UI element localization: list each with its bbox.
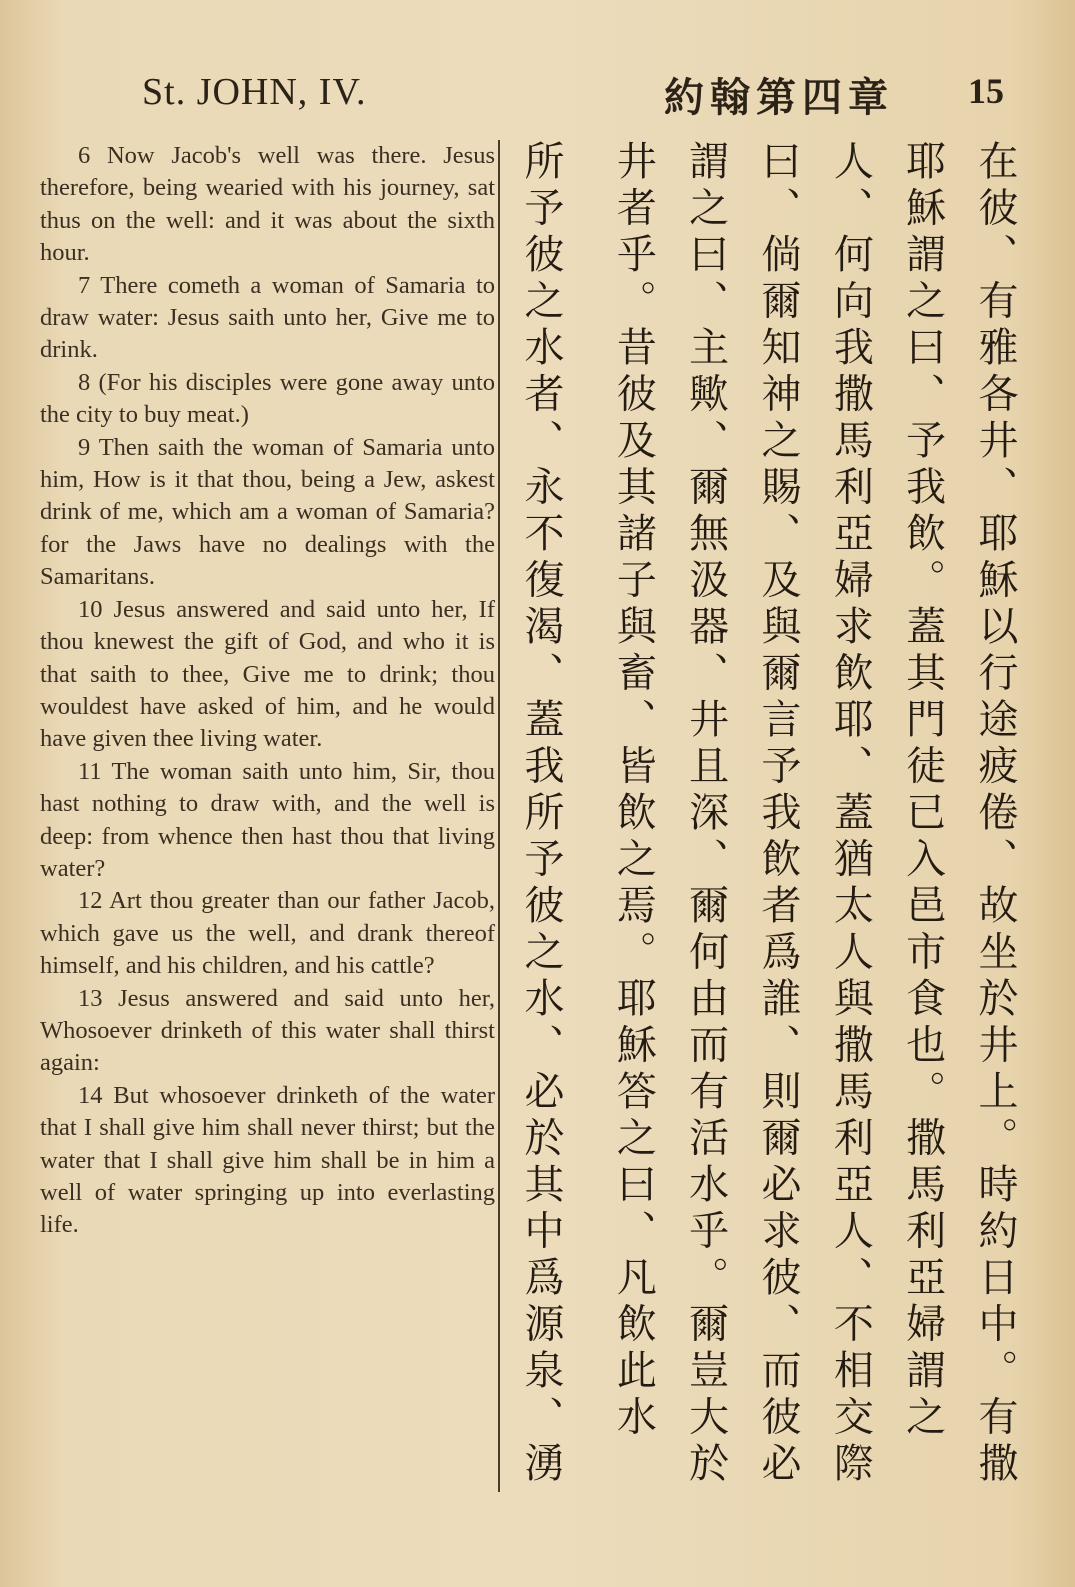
column-divider [498,140,500,1492]
english-text-column [40,140,495,1242]
chinese-running-title: 約翰第四章 [664,75,894,121]
verse-11: 11 The woman saith unto him, Sir, thou hast nothing to draw with, and the well is deep: from whence then hast thou that living water? [40,757,495,882]
verse-9: 9 Then saith the woman of Samaria unto him, How is it that thou, being a Jew, askest drink of me, which am a woman of Samaria? for the Jaws have no dealings with the Samaritans. [40,433,495,591]
english-running-title: St. JOHN, IV. [142,71,367,113]
chinese-column-7: 所予彼之水者、永不復渴、蓋我所予彼之水、必於其中爲源泉、湧 [518,140,564,1489]
verse-8: 8 (For his disciples were gone away unto the city to buy meat.) [40,368,495,429]
chinese-column-6: 井者乎。昔彼及其諸子與畜、皆飲之焉。耶穌答之曰、凡飲此水 [610,140,657,1442]
verse-6: 6 Now Jacob's well was there. Jesus therefore, being wearied with his journey, sat thus on the well: and it was about the sixth hour. [40,142,495,267]
verse-13: 13 Jesus answered and said unto her, Whosoever drinketh of this water shall thirst again: [40,984,495,1077]
chinese-column-5: 謂之曰、主歟、爾無汲器、井且深、爾何由而有活水乎。爾豈大於 [682,140,729,1489]
chinese-column-3: 人、何向我撒馬利亞婦求飲耶、蓋猶太人與撒馬利亞人、不相交際 [827,140,874,1489]
chinese-column-2: 耶穌謂之曰、予我飲。蓋其門徒已入邑市食也。撒馬利亞婦謂之 [899,140,946,1442]
verse-7: 7 There cometh a woman of Samaria to draw water: Jesus saith unto her, Give me to drink. [40,271,495,364]
chinese-column-1: 在彼、有雅各井、耶穌以行途疲倦、故坐於井上。時約日中。有撒 [971,140,1018,1489]
chinese-column-4: 曰、倘爾知神之賜、及與爾言予我飲者爲誰、則爾必求彼、而彼必 [754,140,801,1489]
verse-12: 12 Art thou greater than our father Jacob, which gave us the well, and drank thereof himself, and his children, and his cattle? [40,887,495,980]
verse-14: 14 But whosoever drinketh of the water that I shall give him shall never thirst; but the water that I shall give him shall be in him a well of water springing up into everlasting life. [40,1081,495,1239]
chinese-text-block [518,140,1018,1530]
page-number: 15 [968,71,1004,111]
verse-10: 10 Jesus answered and said unto her, If thou knewest the gift of God, and who it is that saith to thee, Give me to drink; thou wouldest have asked of him, and he would have given thee living water. [40,595,495,753]
